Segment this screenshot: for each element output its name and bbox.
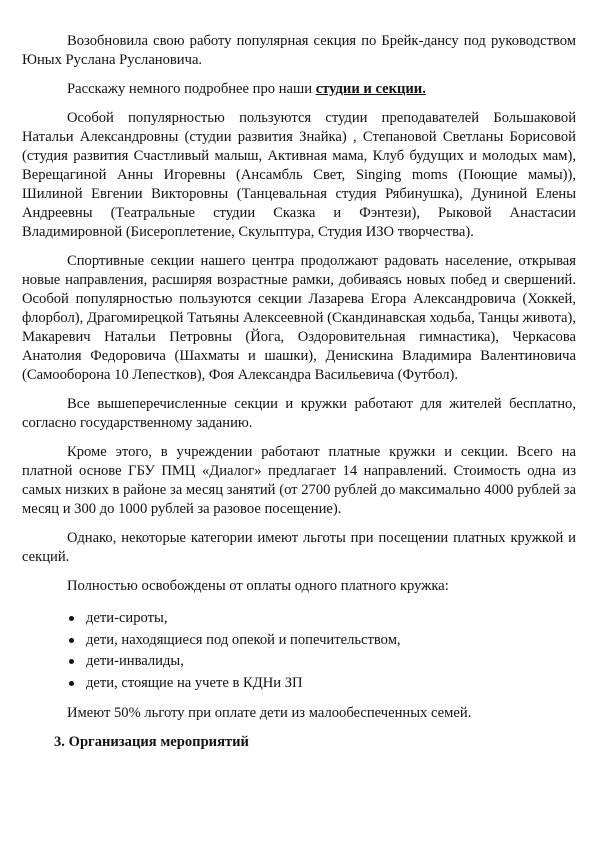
list-item: дети, стоящие на учете в КДНи ЗП [86, 673, 576, 695]
list-item: дети-инвалиды, [86, 651, 576, 673]
paragraph-exempt: Полностью освобождены от оплаты одного платного кружка: [67, 578, 449, 594]
studios-sections-link[interactable]: студии и секции. [315, 81, 426, 97]
paragraph-benefits: Однако, некоторые категории имеют льготы при посещении платных кружкой и секций. [22, 530, 576, 565]
bullet-icon [69, 616, 74, 621]
paragraph-discount: Имеют 50% льготу при оплате дети из малообеспеченных семей. [67, 705, 472, 721]
paragraph-paid: Кроме этого, в учреждении работают платные кружки и секции. Всего на платной основе ГБУ ПМЦ «Диалог» предлагает 14 направлений. Стоимость одна из самых низких в районе за месяц занятий (от 2700 рублей до максимально 4000 рублей за месяц и 300 до 1000 рублей за разовое посещение). [22, 444, 576, 517]
bullet-icon [69, 659, 74, 664]
bullet-icon [69, 681, 74, 686]
section-heading: 3. Организация мероприятий [54, 734, 249, 750]
exempt-list [22, 608, 576, 694]
paragraph-free: Все вышеперечисленные секции и кружки работают для жителей бесплатно, согласно государственному заданию. [22, 396, 576, 431]
bullet-icon [69, 638, 74, 643]
paragraph-studios-intro [22, 80, 576, 99]
document-page [22, 32, 576, 752]
studios-intro-text: Расскажу немного подробнее про наши [67, 81, 316, 97]
list-item: дети, находящиеся под опекой и попечительством, [86, 630, 576, 652]
list-item: дети-сироты, [86, 608, 576, 630]
paragraph-breakdance: Возобновила свою работу популярная секция по Брейк-дансу под руководством Юных Руслана Руслановича. [22, 33, 576, 68]
paragraph-sports: Спортивные секции нашего центра продолжают радовать население, открывая новые направления, расширяя возрастные рамки, добиваясь новых побед и свершений. Особой популярностью пользуются секции Лазарева Егора Александровича (Хоккей, флорбол), Драгомирецкой Татьяны Алексеевной (Скандинавская ходьба, Танцы живота), Макаревич Натальи Петровны (Йога, Оздоровительная гимнастика), Черкасова Анатолия Федоровича (Шахматы и шашки), Денискина Владимира Валентиновича (Самооборона 10 Лепестков), Фоя Александра Васильевича (Футбол). [22, 253, 576, 383]
paragraph-studios: Особой популярностью пользуются студии преподавателей Большаковой Натальи Александровны (студии развития Знайка) , Степановой Светланы Борисовой (студия развития Счастливый малыш, Активная мама, Клуб будущих и молодых мам), Верещагиной Анны Игоревны (Ансамбль Свет, Singing moms (Поющие мамы)), Шилиной Евгении Викторовны (Танцевальная студия Рябинушка), Дуниной Елены Андреевны (Театральные студии Сказка и Фэнтези), Рыковой Анастасии Владимировной (Бисероплетение, Скульптура, Студия ИЗО творчества). [22, 110, 576, 240]
